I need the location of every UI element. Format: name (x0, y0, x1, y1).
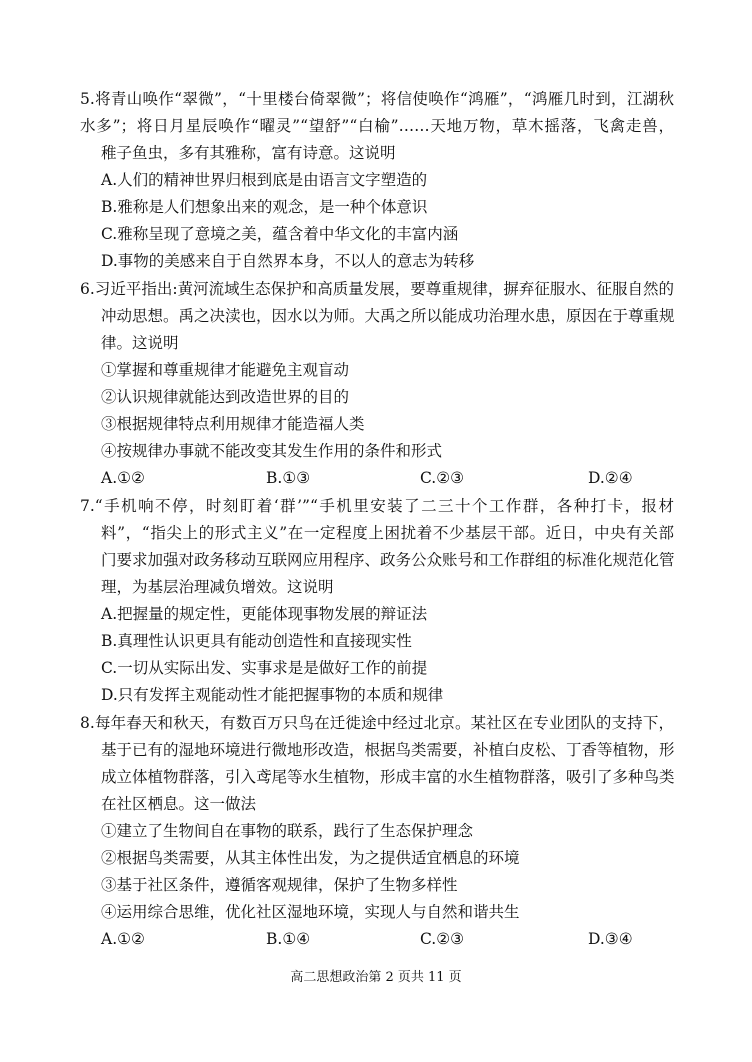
q8-item-2: ②根据鸟类需要，从其主体性出发，为之提供适宜栖息的环境 (101, 849, 520, 867)
q6-item-3: ③根据规律特点利用规律才能造福人类 (101, 415, 365, 433)
q6-item-1: ①掌握和尊重规律才能避免主观盲动 (101, 361, 350, 379)
q8-item-4: ④运用综合思维，优化社区湿地环境，实现人与自然和谐共生 (101, 903, 520, 921)
q6-choice-d: D.②④ (588, 469, 633, 487)
q7-option-c: C.一切从实际出发、实事求是是做好工作的前提 (101, 659, 428, 677)
q7-option-d: D.只有发挥主观能动性才能把握事物的本质和规律 (101, 686, 444, 704)
q7-stem-line-1: 7.“手机响不停，时刻盯着‘群’”“手机里安装了二三十个工作群，各种打卡，报材 (80, 497, 674, 515)
q6-stem-line-1: 6.习近平指出:黄河流域生态保护和高质量发展，要尊重规律，摒弃征服水、征服自然的 (80, 280, 674, 298)
q5-stem-line-2: 水多”；将日月星辰唤作“曜灵”“望舒”“白榆”……天地万物，草木摇落，飞禽走兽， (80, 117, 674, 135)
q6-item-2: ②认识规律就能达到改造世界的目的 (101, 388, 350, 406)
q8-choice-b: B.①④ (266, 930, 311, 948)
q6-stem-line-2: 冲动思想。禹之决渎也，因水以为师。大禹之所以能成功治理水患，原因在于尊重规 (101, 307, 675, 325)
q8-stem-line-2: 基于已有的湿地环境进行微地形改造，根据鸟类需要，补植白皮松、丁香等植物，形 (101, 741, 675, 759)
q7-option-a: A.把握量的规定性，更能体现事物发展的辩证法 (101, 605, 428, 623)
q5-stem-line-1: 5.将青山唤作“翠微”，“十里楼台倚翠微”；将信使唤作“鸿雁”，“鸿雁几时到，江湖秋 (80, 90, 674, 108)
q5-stem-line-3: 稚子鱼虫，多有其雅称，富有诗意。这说明 (101, 144, 396, 162)
q5-option-d: D.事物的美感来自于自然界本身，不以人的意志为转移 (101, 252, 475, 270)
q8-stem-line-4: 在社区栖息。这一做法 (101, 795, 257, 813)
q5-option-b: B.雅称是人们想象出来的观念，是一种个体意识 (101, 198, 428, 216)
q8-item-1: ①建立了生物间自在事物的联系，践行了生态保护理念 (101, 822, 474, 840)
q8-stem-line-1: 8.每年春天和秋天，有数百万只鸟在迁徙途中经过北京。某社区在专业团队的支持下， (80, 714, 674, 732)
q8-item-3: ③基于社区条件，遵循客观规律，保护了生物多样性 (101, 876, 458, 894)
q5-option-a: A.人们的精神世界归根到底是由语言文字塑造的 (101, 171, 428, 189)
q6-stem-line-3: 律。这说明 (101, 334, 179, 352)
q8-choice-c: C.②③ (420, 930, 465, 948)
q6-choice-c: C.②③ (420, 469, 465, 487)
q5-option-c: C.雅称呈现了意境之美，蕴含着中华文化的丰富内涵 (101, 225, 459, 243)
q8-choice-a: A.①② (101, 930, 145, 948)
q8-stem-line-3: 成立体植物群落，引入鸢尾等水生植物，形成丰富的水生植物群落，吸引了多种鸟类 (101, 768, 675, 786)
q7-stem-line-3: 门要求加强对政务移动互联网应用程序、政务公众账号和工作群组的标准化规范化管 (101, 551, 675, 569)
q6-choice-b: B.①③ (266, 469, 311, 487)
page-footer: 高二思想政治第 2 页共 11 页 (290, 970, 462, 985)
q7-stem-line-2: 料”，“指尖上的形式主义”在一定程度上困扰着不少基层干部。近日，中央有关部 (101, 524, 674, 542)
q7-option-b: B.真理性认识更具有能动创造性和直接现实性 (101, 632, 412, 650)
q7-stem-line-4: 理，为基层治理减负增效。这说明 (101, 578, 334, 596)
q6-item-4: ④按规律办事就不能改变其发生作用的条件和形式 (101, 442, 443, 460)
q8-choice-d: D.③④ (588, 930, 633, 948)
q6-choice-a: A.①② (101, 469, 145, 487)
